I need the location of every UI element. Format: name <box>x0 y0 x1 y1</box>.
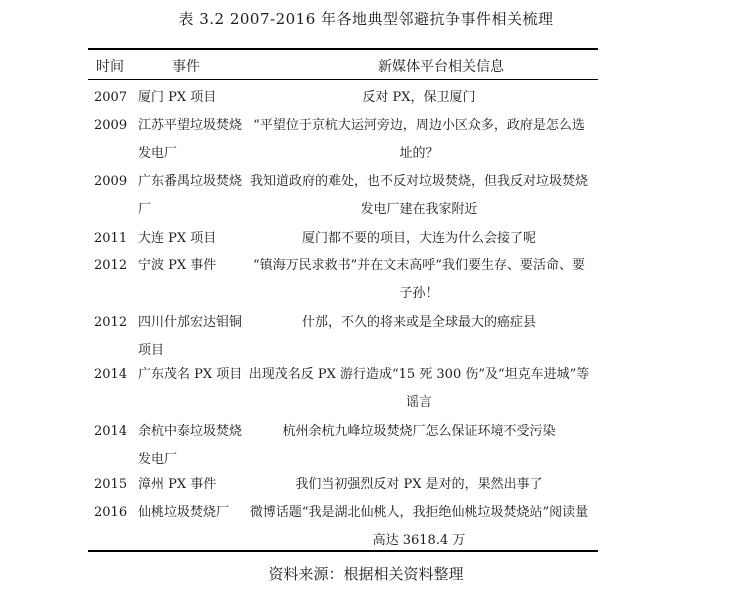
table-row <box>88 84 598 112</box>
cell-year: 2012 <box>94 258 128 273</box>
cell-year: 2016 <box>94 505 128 520</box>
cell-event: 仙桃垃圾焚烧厂 <box>138 505 230 520</box>
cell-event: 广东番禺垃圾焚烧厂 <box>138 174 243 217</box>
table-row <box>88 418 598 471</box>
header-event: 事件 <box>172 59 200 75</box>
table-row <box>88 112 598 168</box>
cell-year: 2009 <box>94 174 128 189</box>
table-row <box>88 168 598 225</box>
cell-year: 2012 <box>94 315 128 330</box>
cell-event: 广东茂名 PX 项目 <box>138 367 243 382</box>
source-note: 资料来源：根据相关资料整理 <box>268 565 464 583</box>
cell-year: 2015 <box>94 477 128 492</box>
table-row <box>88 499 598 555</box>
cell-year: 2014 <box>94 424 128 439</box>
cell-event: 余杭中泰垃圾焚烧发电厂 <box>138 424 243 467</box>
cell-info: 厦门都不要的项目，大连为什么会接了呢 <box>301 231 536 246</box>
header-year: 时间 <box>96 59 124 75</box>
cell-year: 2009 <box>94 118 128 133</box>
table-caption: 表 3.2 2007-2016 年各地典型邻避抗争事件相关梳理 <box>178 10 554 28</box>
cell-info: 反对 PX，保卫厦门 <box>362 90 476 105</box>
cell-event: 宁波 PX 事件 <box>138 258 217 273</box>
cell-year: 2011 <box>94 231 128 246</box>
cell-info: 我知道政府的难处，也不反对垃圾焚烧，但我反对垃圾焚烧发电厂建在我家附近 <box>249 174 588 217</box>
cell-info: 杭州余杭九峰垃圾焚烧厂怎么保证环境不受污染 <box>282 424 556 439</box>
table-row <box>88 225 598 252</box>
cell-event: 江苏平望垃圾焚烧发电厂 <box>138 118 243 161</box>
cell-info: 什邡，不久的将来或是全球最大的癌症县 <box>301 315 536 330</box>
top-rule <box>88 48 598 50</box>
cell-year: 2007 <box>94 90 128 105</box>
table-row <box>88 309 598 361</box>
bottom-rule <box>88 550 598 552</box>
cell-year: 2014 <box>94 367 128 382</box>
cell-info: “平望位于京杭大运河旁边，周边小区众多，政府是怎么选址的？ <box>253 118 585 161</box>
cell-info: 我们当初强烈反对 PX 是对的，果然出事了 <box>295 477 543 492</box>
cell-info: “镇海万民求救书”并在文末高呼“我们要生存、要活命、要子孙！ <box>253 258 585 301</box>
header-rule <box>88 79 598 80</box>
cell-info: 出现茂名反 PX 游行造成“15 死 300 伤”及“坦克车进城”等谣言 <box>248 367 590 410</box>
cell-event: 大连 PX 项目 <box>138 231 217 246</box>
table-body <box>88 84 598 555</box>
header-info: 新媒体平台相关信息 <box>378 59 504 75</box>
table-row <box>88 252 598 309</box>
cell-event: 厦门 PX 项目 <box>138 90 217 105</box>
cell-info: 微博话题“我是湖北仙桃人，我拒绝仙桃垃圾焚烧站”阅读量高达 3618.4 万 <box>249 505 589 548</box>
table-row <box>88 471 598 499</box>
table-row <box>88 361 598 418</box>
cell-event: 四川什邡宏达钼铜项目 <box>138 315 243 358</box>
cell-event: 漳州 PX 事件 <box>138 477 217 492</box>
